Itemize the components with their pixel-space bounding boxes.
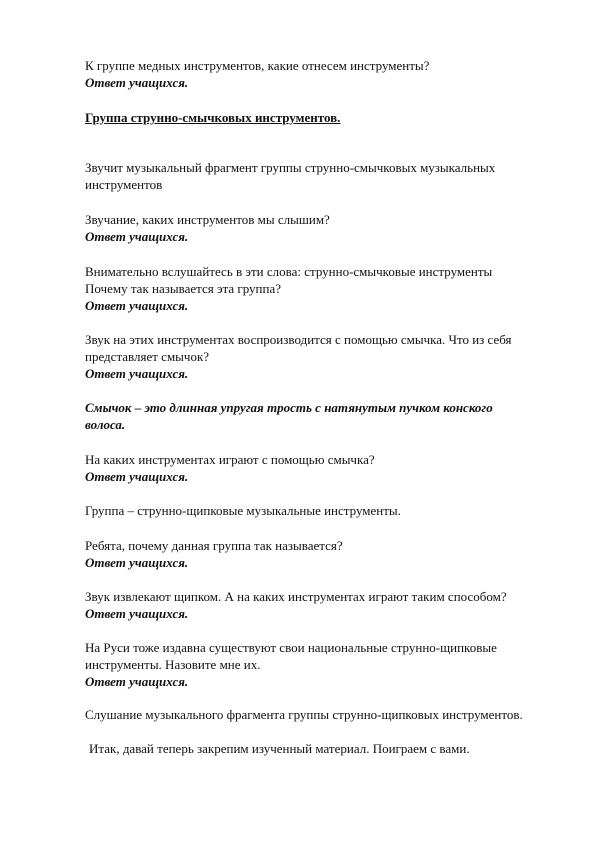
student-answer: Ответ учащихся. — [85, 366, 189, 381]
definition-line: волоса. — [85, 417, 126, 432]
paragraph-line: Звучит музыкальный фрагмент группы струнно-смычковых музыкальных — [85, 160, 496, 175]
question-line: На каких инструментах играют с помощью смычка? — [85, 452, 375, 467]
question-line: Почему так называется эта группа? — [85, 281, 282, 296]
paragraph-line: На Руси тоже издавна существуют свои национальные струнно-щипковые — [85, 640, 497, 655]
paragraph-line: Слушание музыкального фрагмента группы струнно-щипковых инструментов. — [85, 707, 523, 722]
student-answer: Ответ учащихся. — [85, 298, 189, 313]
section-heading-plucked-strings: Группа – струнно-щипковые музыкальные инструменты. — [85, 503, 401, 518]
student-answer: Ответ учащихся. — [85, 469, 189, 484]
question-line: представляет смычок? — [85, 349, 210, 364]
question-brass-group: К группе медных инструментов, какие отнесем инструменты? — [85, 58, 430, 73]
student-answer: Ответ учащихся. — [85, 606, 189, 621]
question-line: Ребята, почему данная группа так называется? — [85, 538, 343, 553]
question-line: Звучание, каких инструментов мы слышим? — [85, 212, 330, 227]
paragraph-line: инструментов — [85, 177, 163, 192]
paragraph-line: Звук на этих инструментах воспроизводится с помощью смычка. Что из себя — [85, 332, 512, 347]
student-answer: Ответ учащихся. — [85, 674, 189, 689]
student-answer: Ответ учащихся. — [85, 229, 189, 244]
paragraph-line: Внимательно вслушайтесь в эти слова: струнно-смычковые инструменты — [85, 264, 493, 279]
closing-line: Итак, давай теперь закрепим изученный материал. Поиграем с вами. — [89, 741, 470, 756]
section-heading-bowed-strings: Группа струнно-смычковых инструментов. — [85, 110, 341, 125]
question-line: Звук извлекают щипком. А на каких инструментах играют таким способом? — [85, 589, 507, 604]
question-line: инструменты. Назовите мне их. — [85, 657, 261, 672]
student-answer: Ответ учащихся. — [85, 555, 189, 570]
definition-line: Смычок – это длинная упругая трость с натянутым пучком конского — [85, 400, 493, 415]
student-answer: Ответ учащихся. — [85, 75, 189, 90]
